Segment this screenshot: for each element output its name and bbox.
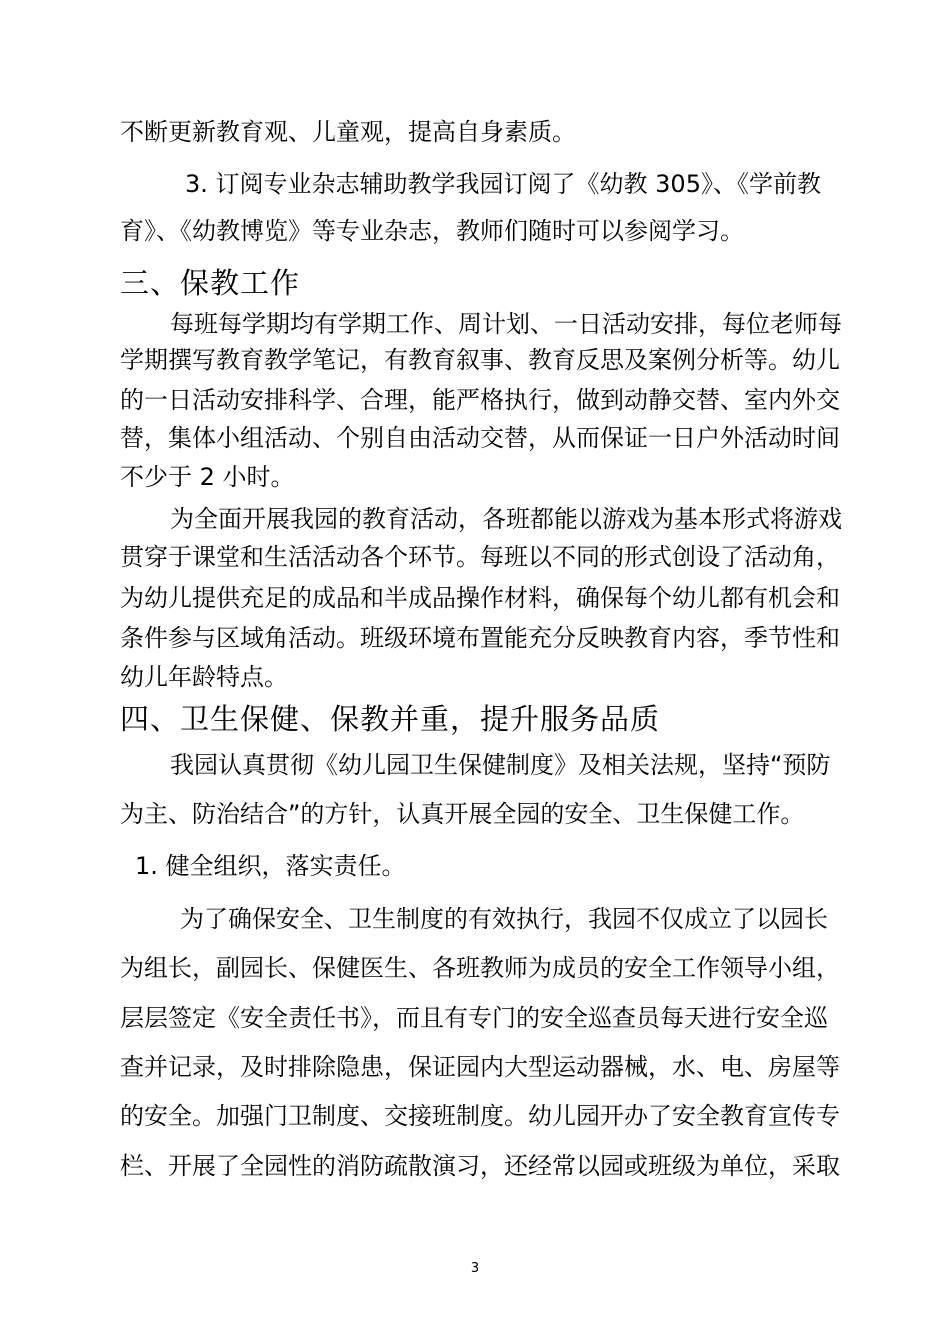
text-line: 贯穿于课堂和生活活动各个环节。每班以不同的形式创设了活动角，	[120, 543, 840, 571]
section-heading: 三、保教工作	[120, 266, 301, 300]
list-item: 1. 健全组织，落实责任。	[135, 852, 406, 880]
text-line: 育》、《幼教博览》等专业杂志，教师们随时可以参阅学习。	[120, 217, 744, 245]
text-line: 的安全。加强门卫制度、交接班制度。幼儿园开办了安全教育宣传专	[120, 1102, 840, 1130]
page-number: 3	[470, 1261, 480, 1276]
text-line: 3. 订阅专业杂志辅助教学我园订阅了《幼教 305》、《学前教	[185, 170, 821, 198]
text-line: 为组长，副园长、保健医生、各班教师为成员的安全工作领导小组，	[120, 954, 840, 982]
text-line: 查并记录，及时排除隐患，保证园内大型运动器械，水、电、房屋等	[120, 1053, 840, 1081]
text-line: 为全面开展我园的教育活动，各班都能以游戏为基本形式将游戏	[170, 505, 842, 533]
text-line: 每班每学期均有学期工作、周计划、一日活动安排，每位老师每	[170, 310, 842, 338]
text-line: 不断更新教育观、儿童观，提高自身素质。	[120, 118, 576, 146]
text-line: 学期撰写教育教学笔记，有教育叙事、教育反思及案例分析等。幼儿	[120, 346, 840, 374]
text-line: 我园认真贯彻《幼儿园卫生保健制度》及相关法规，坚持“预防	[170, 751, 831, 779]
text-line: 层层签定《安全责任书》，而且有专门的安全巡查员每天进行安全巡	[120, 1004, 828, 1032]
text-line: 条件参与区域角活动。班级环境布置能充分反映教育内容，季节性和	[120, 624, 840, 652]
text-line: 为了确保安全、卫生制度的有效执行，我园不仅成立了以园长	[180, 905, 828, 933]
text-line: 栏、开展了全园性的消防疏散演习，还经常以园或班级为单位，采取	[120, 1152, 840, 1180]
text-line: 的一日活动安排科学、合理，能严格执行，做到动静交替、室内外交	[120, 386, 840, 414]
text-line: 为主、防治结合”的方针，认真开展全园的安全、卫生保健工作。	[120, 800, 805, 828]
text-line: 不少于 2 小时。	[120, 463, 295, 491]
section-heading: 四、卫生保健、保教并重，提升服务品质	[120, 702, 661, 736]
text-line: 幼儿年龄特点。	[120, 663, 288, 691]
text-line: 替，集体小组活动、个别自由活动交替，从而保证一日户外活动时间	[120, 424, 840, 452]
text-line: 为幼儿提供充足的成品和半成品操作材料，确保每个幼儿都有机会和	[120, 584, 840, 612]
